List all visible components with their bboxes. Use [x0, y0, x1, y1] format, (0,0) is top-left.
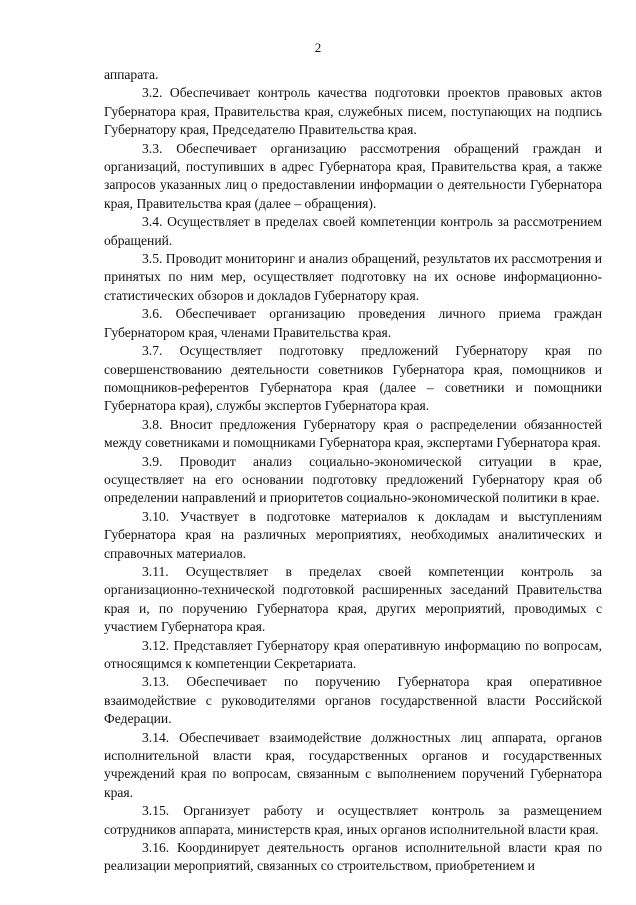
paragraph-3-4: 3.4. Осуществляет в пределах своей компетенции контроль за рассмотрением обращений.: [104, 214, 602, 248]
paragraph-3-15: 3.15. Организует работу и осуществляет контроль за размещением сотрудников аппарата, министерств края, иных органов исполнительной власти края.: [104, 803, 602, 837]
paragraph-3-8: 3.8. Вносит предложения Губернатору края о распределении обязанностей между советниками и помощниками Губернатора края, экспертами Губернатора края.: [104, 416, 602, 451]
paragraph-3-5: 3.5. Проводит мониторинг и анализ обращений, результатов их рассмотрения и принятых по ним мер, осуществляет подготовку на их основе информационно-статистических обзоров и докладов Губернатору края.: [104, 251, 602, 303]
paragraph-3-11: 3.11. Осуществляет в пределах своей компетенции контроль за организационно-технической подготовкой расширенных заседаний Правительства края и, по поручению Губернатора края, других мероприятий, проводимых с участием Губернатора края.: [104, 563, 602, 635]
paragraph-3-7: 3.7. Осуществляет подготовку предложений Губернатору края по совершенствованию деятельности советников Губернатора края, помощников и помощников-референтов Губернатора края (далее – советники и помощники Губернатора края), службы экспертов Губернатора края.: [104, 343, 602, 414]
document-body: [104, 66, 602, 876]
page-number: 2: [314, 40, 322, 55]
paragraph-3-6: 3.6. Обеспечивает организацию проведения личного приема граждан Губернатором края, членами Правительства края.: [104, 306, 602, 340]
paragraph-3-12: 3.12. Представляет Губернатору края оперативную информацию по вопросам, относящимся к компетенции Секретариата.: [104, 637, 602, 671]
paragraph-3-2: 3.2. Обеспечивает контроль качества подготовки проектов правовых актов Губернатора края, Правительства края, служебных писем, поступающих на подпись Губернатору края, Председателю Правительства края.: [104, 85, 602, 138]
paragraph-continuation: аппарата.: [104, 67, 159, 82]
paragraph-3-13: 3.13. Обеспечивает по поручению Губернатора края оперативное взаимодействие с руководителями органов государственной власти Российской Федерации.: [104, 674, 602, 727]
paragraph-3-3: 3.3. Обеспечивает организацию рассмотрения обращений граждан и организаций, поступивших в адрес Губернатора края, Правительства края, а также запросов указанных лиц о предоставлении информации о деятельности Губернатора края, Правительства края (далее – обращения).: [104, 140, 602, 211]
paragraph-3-10: 3.10. Участвует в подготовке материалов к докладам и выступлениям Губернатора края на различных мероприятиях, необходимых аналитических и справочных материалов.: [104, 508, 602, 561]
paragraph-3-14: 3.14. Обеспечивает взаимодействие должностных лиц аппарата, органов исполнительной власти края, государственных органов и государственных учреждений края по вопросам, связанным с выполнением поручений Губернатора края.: [104, 729, 602, 800]
paragraph-3-16: 3.16. Координирует деятельность органов исполнительной власти края по реализации мероприятий, связанных со строительством, приобретением и: [104, 840, 602, 874]
paragraph-3-9: 3.9. Проводит анализ социально-экономической ситуации в крае, осуществляет на его основании подготовку предложений Губернатору края об определении направлений и приоритетов социально-экономической политики в крае.: [104, 453, 602, 506]
